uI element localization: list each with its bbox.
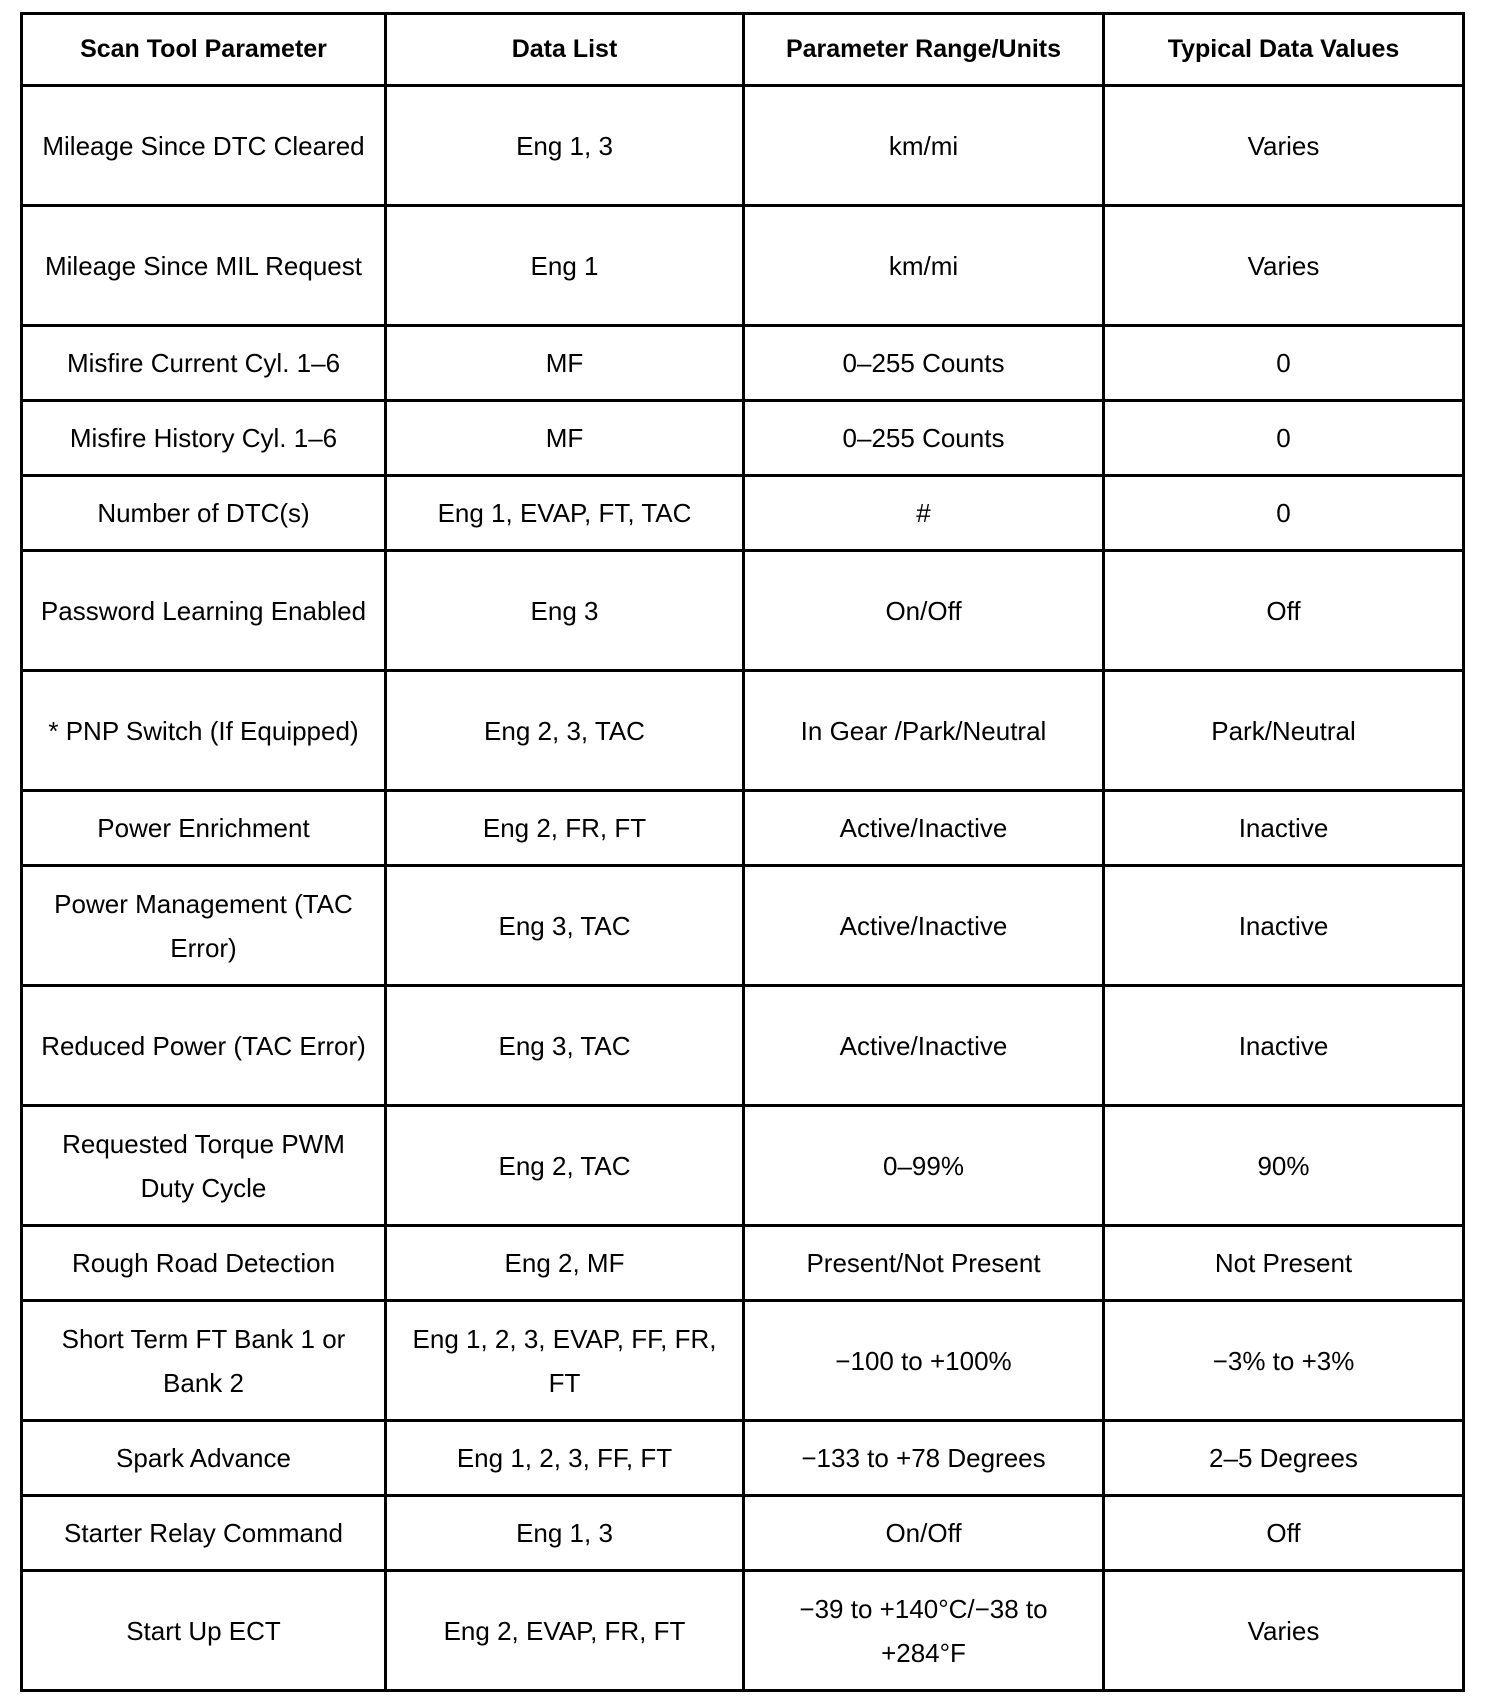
table-row [22, 791, 1464, 866]
cell-parameter: Mileage Since MIL Request [22, 206, 386, 326]
table-row [22, 476, 1464, 551]
cell-typical-value: 2–5 Degrees [1104, 1421, 1464, 1496]
cell-data-list: Eng 1, 3 [386, 86, 744, 206]
cell-range-units: 0–255 Counts [744, 326, 1104, 401]
cell-typical-value: Not Present [1104, 1226, 1464, 1301]
cell-range-units: 0–99% [744, 1106, 1104, 1226]
table-row [22, 986, 1464, 1106]
table-row [22, 1421, 1464, 1496]
cell-parameter: Short Term FT Bank 1 or Bank 2 [22, 1301, 386, 1421]
cell-range-units: km/mi [744, 86, 1104, 206]
cell-parameter: Misfire History Cyl. 1–6 [22, 401, 386, 476]
cell-range-units: Active/Inactive [744, 866, 1104, 986]
cell-typical-value: Varies [1104, 1571, 1464, 1691]
table-row [22, 1226, 1464, 1301]
cell-typical-value: Inactive [1104, 791, 1464, 866]
cell-data-list: Eng 1, 2, 3, EVAP, FF, FR, FT [386, 1301, 744, 1421]
table-row [22, 326, 1464, 401]
cell-data-list: Eng 1, 2, 3, FF, FT [386, 1421, 744, 1496]
cell-data-list: MF [386, 401, 744, 476]
table-row [22, 1301, 1464, 1421]
table-row [22, 1106, 1464, 1226]
cell-range-units: −39 to +140°C/−38 to +284°F [744, 1571, 1104, 1691]
cell-data-list: Eng 1, 3 [386, 1496, 744, 1571]
cell-typical-value: 0 [1104, 401, 1464, 476]
table-row [22, 401, 1464, 476]
cell-typical-value: Varies [1104, 86, 1464, 206]
cell-range-units: km/mi [744, 206, 1104, 326]
cell-typical-value: Off [1104, 551, 1464, 671]
cell-range-units: −133 to +78 Degrees [744, 1421, 1104, 1496]
cell-range-units: In Gear /Park/Neutral [744, 671, 1104, 791]
header-row [22, 14, 1464, 86]
cell-typical-value: Varies [1104, 206, 1464, 326]
cell-parameter: Power Enrichment [22, 791, 386, 866]
cell-range-units: Present/Not Present [744, 1226, 1104, 1301]
cell-data-list: Eng 2, 3, TAC [386, 671, 744, 791]
cell-parameter: * PNP Switch (If Equipped) [22, 671, 386, 791]
header-parameter-range-units: Parameter Range/Units [744, 14, 1104, 86]
cell-range-units: # [744, 476, 1104, 551]
header-scan-tool-parameter: Scan Tool Parameter [22, 14, 386, 86]
cell-typical-value: Inactive [1104, 986, 1464, 1106]
cell-typical-value: 0 [1104, 476, 1464, 551]
cell-range-units: 0–255 Counts [744, 401, 1104, 476]
cell-parameter: Requested Torque PWM Duty Cycle [22, 1106, 386, 1226]
cell-range-units: −100 to +100% [744, 1301, 1104, 1421]
cell-range-units: On/Off [744, 551, 1104, 671]
cell-typical-value: Inactive [1104, 866, 1464, 986]
cell-parameter: Password Learning Enabled [22, 551, 386, 671]
cell-parameter: Reduced Power (TAC Error) [22, 986, 386, 1106]
cell-parameter: Start Up ECT [22, 1571, 386, 1691]
scan-tool-parameter-table [20, 12, 1465, 1692]
header-typical-data-values: Typical Data Values [1104, 14, 1464, 86]
table-row [22, 551, 1464, 671]
cell-data-list: Eng 1 [386, 206, 744, 326]
cell-range-units: On/Off [744, 1496, 1104, 1571]
cell-data-list: MF [386, 326, 744, 401]
cell-range-units: Active/Inactive [744, 986, 1104, 1106]
cell-parameter: Number of DTC(s) [22, 476, 386, 551]
cell-data-list: Eng 3 [386, 551, 744, 671]
table-row [22, 1571, 1464, 1691]
cell-parameter: Mileage Since DTC Cleared [22, 86, 386, 206]
cell-parameter: Rough Road Detection [22, 1226, 386, 1301]
cell-parameter: Spark Advance [22, 1421, 386, 1496]
cell-data-list: Eng 2, TAC [386, 1106, 744, 1226]
cell-data-list: Eng 2, MF [386, 1226, 744, 1301]
cell-parameter: Starter Relay Command [22, 1496, 386, 1571]
cell-data-list: Eng 3, TAC [386, 986, 744, 1106]
table-row [22, 1496, 1464, 1571]
cell-typical-value: Off [1104, 1496, 1464, 1571]
cell-typical-value: 90% [1104, 1106, 1464, 1226]
table-row [22, 671, 1464, 791]
table-row [22, 866, 1464, 986]
cell-range-units: Active/Inactive [744, 791, 1104, 866]
cell-data-list: Eng 1, EVAP, FT, TAC [386, 476, 744, 551]
table-row [22, 206, 1464, 326]
cell-typical-value: −3% to +3% [1104, 1301, 1464, 1421]
cell-data-list: Eng 2, FR, FT [386, 791, 744, 866]
cell-typical-value: Park/Neutral [1104, 671, 1464, 791]
cell-parameter: Misfire Current Cyl. 1–6 [22, 326, 386, 401]
cell-typical-value: 0 [1104, 326, 1464, 401]
cell-data-list: Eng 3, TAC [386, 866, 744, 986]
cell-data-list: Eng 2, EVAP, FR, FT [386, 1571, 744, 1691]
cell-parameter: Power Management (TAC Error) [22, 866, 386, 986]
table-row [22, 86, 1464, 206]
header-data-list: Data List [386, 14, 744, 86]
